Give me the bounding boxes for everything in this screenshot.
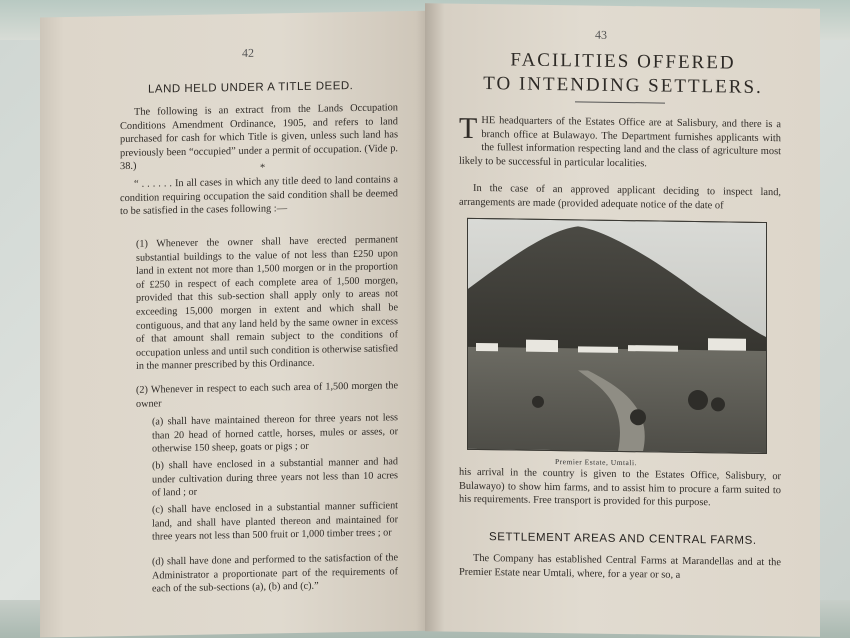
page-number-left: 42 [242, 45, 254, 60]
right-page-title [463, 48, 783, 100]
intro-paragraph [120, 101, 398, 174]
para-1-text: HE headquarters of the Estates Office are at Salisbury, and there is a branch office at Bulawayo. The Department furnishes applicants with the fullest information respecting land and the class of agriculture most likely to be successful in particular localities. [459, 115, 781, 170]
photo-illustration [468, 219, 766, 453]
clause-2d-text: (d) shall have done and performed to the satisfaction of the Administrator a proportionate part of the requirements of each of the sub-sections (a), (b) and (c).” [152, 552, 398, 595]
left-page [40, 11, 440, 638]
clause-2b [152, 455, 398, 500]
page-number-right: 43 [595, 27, 607, 42]
settlement-subheading: SETTLEMENT AREAS AND CENTRAL FARMS. [489, 531, 757, 547]
photo-caption: Premier Estate, Umtali. [555, 457, 637, 468]
para-1 [459, 111, 781, 173]
clause-2b-text: (b) shall have enclosed in a substantial manner and had under cultivation during three years not less than 10 acres of land ; or [152, 456, 398, 499]
quote-text: “ . . . . . . In all cases in which any title deed to land contains a condition requiring occupation the said condition shall be deemed to be satisfied in the cases following :— [120, 174, 398, 218]
para-3 [459, 466, 781, 511]
premier-estate-photo [467, 218, 767, 454]
para-2-text: In the case of an approved applicant deciding to inspect land, arrangements are made (provided adequate notice of the date of [459, 182, 781, 212]
clause-2a [152, 411, 398, 456]
asterisk-mark: * [260, 162, 266, 174]
para-3-text: his arrival in the country is given to the Estates Office, Salisbury, or Bulawayo) to show him farms, and to assist him to procure a farm suited to his requirements. Free transport is provided for this purpose. [459, 466, 781, 509]
para-4-text: The Company has established Central Farms at Marandellas and at the Premier Estate near Umtali, where, for a year or so, a [459, 552, 781, 581]
clause-2c [152, 499, 398, 544]
right-page [425, 3, 820, 637]
title-rule [575, 101, 665, 103]
clause-2d [152, 551, 398, 596]
para-2 [459, 182, 781, 214]
clause-1 [136, 233, 398, 374]
clause-2 [136, 379, 398, 411]
clause-1-text: (1) Whenever the owner shall have erected permanent substantial buildings to the value of not less than £250 upon land in extent not more than 1,500 morgen or in the proportion of £250 in respect of each complete area of 1,500 morgen, provided that this sub-section shall apply only to areas not exceeding 15,000 morgen in extent and which shall be contiguous, and that any land held by the same owner in excess of that amount shall remain subject to the conditions of occupation unless and until such condition is otherwise satisfied in the manner prescribed by this Ordinance. [136, 234, 398, 373]
intro-text: The following is an extract from the Lands Occupation Conditions Amendment Ordinance, 1905, and refers to land purchased for cash for which Title is given, unless such land has previously been “occupied” under a permit of occupation. (Vide p. 38.) [120, 102, 398, 173]
para-4 [459, 552, 781, 584]
title-line-2: TO INTENDING SETTLERS. [483, 73, 763, 98]
clause-2a-text: (a) shall have maintained thereon for three years not less than 20 head of horned cattle, horses, mules or asses, or otherwise 150 sheep, goats or pigs ; or [152, 412, 398, 455]
clause-2-text: (2) Whenever in respect to each such area of 1,500 morgen the owner [136, 380, 398, 410]
quote-paragraph [120, 173, 398, 219]
left-page-heading: LAND HELD UNDER A TITLE DEED. [148, 80, 354, 96]
drop-cap: T [459, 111, 478, 145]
clause-2c-text: (c) shall have enclosed in a substantial manner sufficient land, and shall have planted thereon and maintained for three years not less than 500 fruit or 1,000 timber trees ; or [152, 500, 398, 543]
title-line-1: FACILITIES OFFERED [510, 49, 736, 74]
